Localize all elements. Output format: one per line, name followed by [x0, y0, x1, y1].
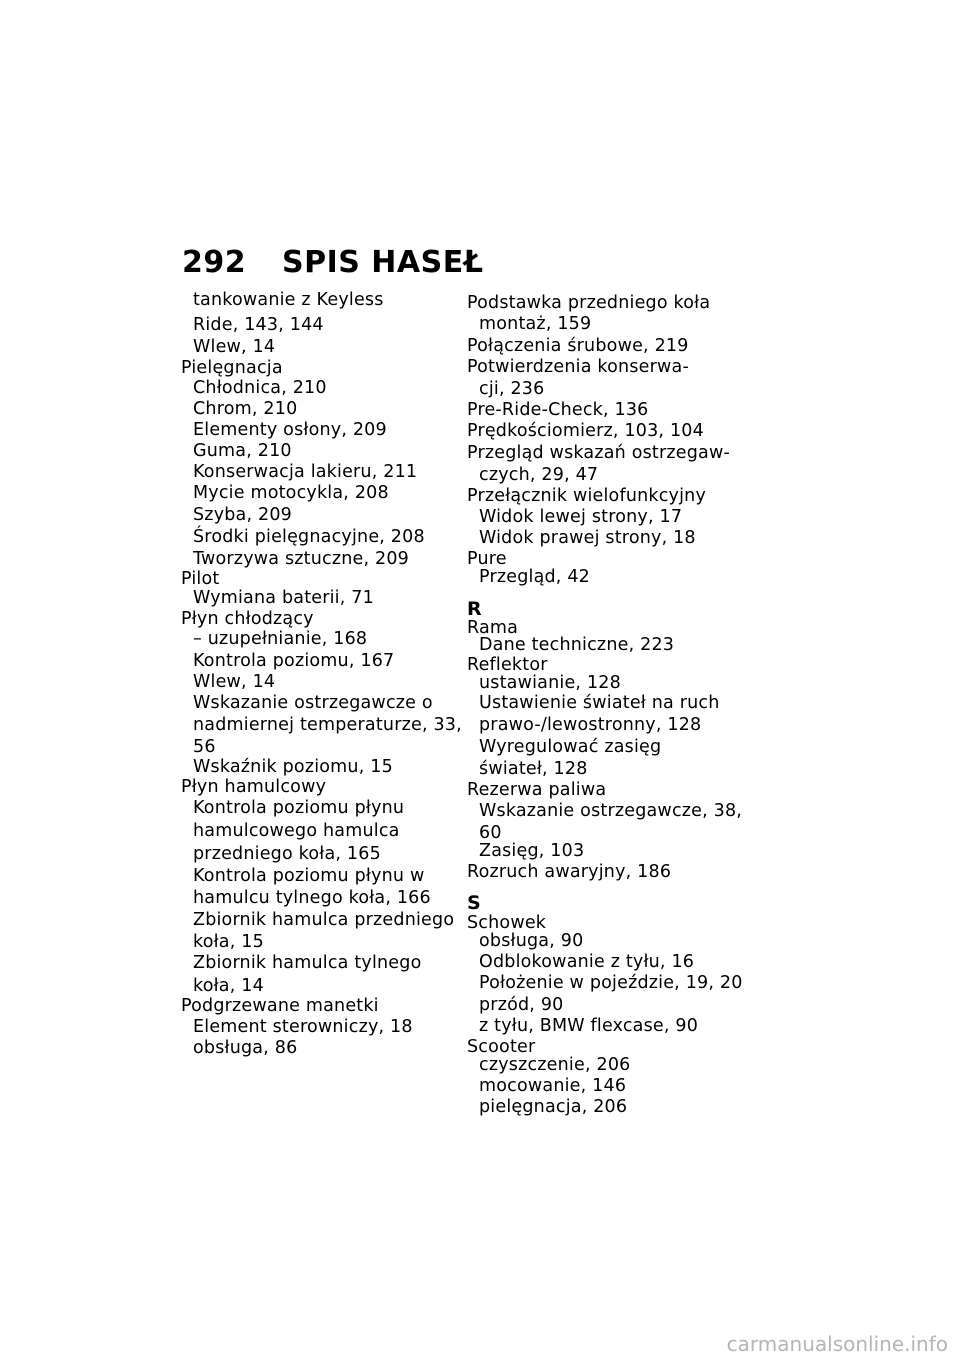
index-subentry: Środki pielęgnacyjne, 208 — [193, 527, 425, 547]
index-subentry: nadmiernej temperaturze, 33, — [193, 715, 462, 735]
index-subentry: Zasięg, 103 — [479, 841, 585, 861]
index-subentry: koła, 14 — [193, 976, 264, 996]
index-entry: Rozruch awaryjny, 186 — [467, 862, 672, 882]
index-entry: Rezerwa paliwa — [467, 780, 607, 800]
index-subentry: Ustawienie świateł na ruch — [479, 693, 720, 713]
index-subentry: Chrom, 210 — [193, 399, 298, 419]
index-subentry: świateł, 128 — [479, 759, 588, 779]
index-entry: Połączenia śrubowe, 219 — [467, 336, 689, 356]
index-subentry: Kontrola poziomu płynu — [193, 798, 405, 818]
index-subentry: obsługa, 90 — [479, 931, 584, 951]
index-subentry: Wymiana baterii, 71 — [193, 588, 374, 608]
index-subentry: ustawianie, 128 — [479, 673, 621, 693]
section-title: SPIS HASEŁ — [282, 244, 484, 280]
index-subentry: – uzupełnianie, 168 — [193, 629, 368, 649]
index-subentry: Wskaźnik poziomu, 15 — [193, 757, 393, 777]
index-subentry: Element sterowniczy, 18 — [193, 1017, 413, 1037]
index-subentry: Zbiornik hamulca przedniego — [193, 910, 455, 930]
index-entry: Podstawka przedniego koła — [467, 293, 711, 313]
page-number: 292 — [182, 244, 247, 280]
index-subentry: Mycie motocykla, 208 — [193, 483, 389, 503]
index-subentry: cji, 236 — [479, 379, 545, 399]
index-entry: Prędkościomierz, 103, 104 — [467, 421, 704, 441]
index-letter-heading: R — [467, 598, 482, 620]
index-subentry: Odblokowanie z tyłu, 16 — [479, 952, 695, 972]
index-subentry: montaż, 159 — [479, 314, 592, 334]
index-subentry: Przegląd, 42 — [479, 567, 590, 587]
index-subentry: Konserwacja lakieru, 211 — [193, 462, 418, 482]
index-entry: Pilot — [181, 569, 220, 589]
index-subentry: czych, 29, 47 — [479, 465, 599, 485]
index-subentry: Kontrola poziomu, 167 — [193, 651, 395, 671]
index-subentry: czyszczenie, 206 — [479, 1055, 631, 1075]
index-subentry: 60 — [479, 823, 502, 843]
index-subentry: Kontrola poziomu płynu w — [193, 866, 425, 886]
index-subentry: koła, 15 — [193, 932, 264, 952]
index-entry: Schowek — [467, 913, 547, 933]
index-subentry: hamulcowego hamulca — [193, 821, 400, 841]
index-entry: Rama — [467, 618, 519, 638]
index-entry: Płyn hamulcowy — [181, 777, 327, 797]
index-subentry: prawo-/lewostronny, 128 — [479, 715, 702, 735]
index-entry: Potwierdzenia konserwa- — [467, 357, 689, 377]
index-subentry: Wskazanie ostrzegawcze o — [193, 693, 433, 713]
index-subentry: pielęgnacja, 206 — [479, 1097, 628, 1117]
watermark: carmanualsonline.info — [726, 1332, 948, 1356]
index-entry: Pre-Ride-Check, 136 — [467, 400, 649, 420]
index-subentry: Widok prawej strony, 18 — [479, 528, 696, 548]
index-subentry: Wyregulować zasięg — [479, 737, 662, 757]
index-subentry: Dane techniczne, 223 — [479, 635, 675, 655]
index-subentry: Ride, 143, 144 — [193, 315, 324, 335]
index-subentry: Guma, 210 — [193, 441, 292, 461]
index-subentry: z tyłu, BMW flexcase, 90 — [479, 1016, 699, 1036]
index-entry: Scooter — [467, 1037, 536, 1057]
index-letter-heading: S — [467, 892, 481, 914]
index-entry: Płyn chłodzący — [181, 609, 314, 629]
index-entry: Przegląd wskazań ostrzegaw- — [467, 443, 730, 463]
index-subentry: obsługa, 86 — [193, 1038, 298, 1058]
index-subentry: Wskazanie ostrzegawcze, 38, — [479, 801, 743, 821]
index-subentry: Wlew, 14 — [193, 337, 276, 357]
index-subentry: Położenie w pojeździe, 19, 20 — [479, 973, 743, 993]
index-subentry: Tworzywa sztuczne, 209 — [193, 549, 409, 569]
index-subentry: Chłodnica, 210 — [193, 378, 327, 398]
page-header — [182, 244, 484, 280]
index-subentry: Szyba, 209 — [193, 505, 293, 525]
index-subentry: Widok lewej strony, 17 — [479, 507, 683, 527]
index-subentry: przód, 90 — [479, 995, 564, 1015]
index-entry: Reflektor — [467, 655, 548, 675]
index-entry: Podgrzewane manetki — [181, 996, 379, 1016]
index-subentry: 56 — [193, 737, 216, 757]
index-subentry: Elementy osłony, 209 — [193, 420, 387, 440]
index-subentry: tankowanie z Keyless — [193, 290, 384, 310]
index-subentry: hamulcu tylnego koła, 166 — [193, 888, 431, 908]
index-subentry: Zbiornik hamulca tylnego — [193, 953, 422, 973]
index-subentry: przedniego koła, 165 — [193, 844, 381, 864]
index-entry: Pielęgnacja — [181, 358, 283, 378]
index-entry: Przełącznik wielofunkcyjny — [467, 486, 707, 506]
index-subentry: mocowanie, 146 — [479, 1076, 627, 1096]
index-subentry: Wlew, 14 — [193, 672, 276, 692]
index-entry: Pure — [467, 549, 507, 569]
